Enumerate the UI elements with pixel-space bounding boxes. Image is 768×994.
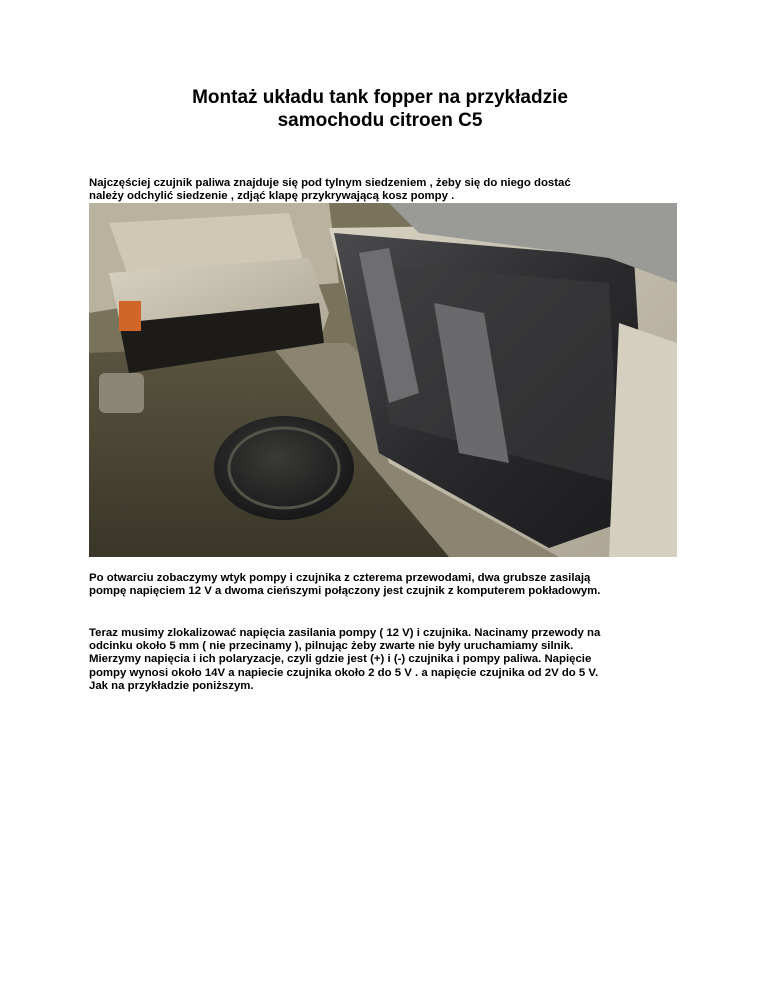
voltage-paragraph <box>89 627 689 693</box>
intro-paragraph <box>89 177 689 203</box>
paragraph-line: Mierzymy napięcia i ich polaryzacje, czyli gdzie jest (+) i (-) czujnika i pompy paliwa. Napięcie <box>89 653 592 666</box>
car-rear-seat-photo <box>89 203 677 557</box>
connector-paragraph <box>89 572 689 598</box>
paragraph-line: Po otwarciu zobaczymy wtyk pompy i czujnika z czterema przewodami, dwa grubsze zasilają <box>89 572 591 584</box>
paragraph-line: należy odchylić siedzenie , zdjąć klapę przykrywającą kosz pompy . <box>89 190 455 203</box>
document-title <box>120 86 640 132</box>
paragraph-line: odcinku około 5 mm ( nie przecinamy ), pilnując żeby zwarte nie były uruchamiamy silnik. <box>89 640 574 653</box>
paragraph-line: Teraz musimy zlokalizować napięcia zasilania pompy ( 12 V) i czujnika. Nacinamy przewody na <box>89 627 601 639</box>
paragraph-line: Jak na przykładzie poniższym. <box>89 679 254 692</box>
paragraph-line: pompę napięciem 12 V a dwoma cieńszymi połączony jest czujnik z komputerem pokładowym. <box>89 585 601 598</box>
title-line-2: samochodu citroen C5 <box>277 110 483 131</box>
paragraph-line: Najczęściej czujnik paliwa znajduje się pod tylnym siedzeniem , żeby się do niego dostać <box>89 177 571 189</box>
title-line-1: Montaż układu tank fopper na przykładzie <box>192 87 568 108</box>
paragraph-line: pompy wynosi około 14V a napiecie czujnika około 2 do 5 V . a napięcie czujnika od 2V do 5 V. <box>89 666 599 679</box>
